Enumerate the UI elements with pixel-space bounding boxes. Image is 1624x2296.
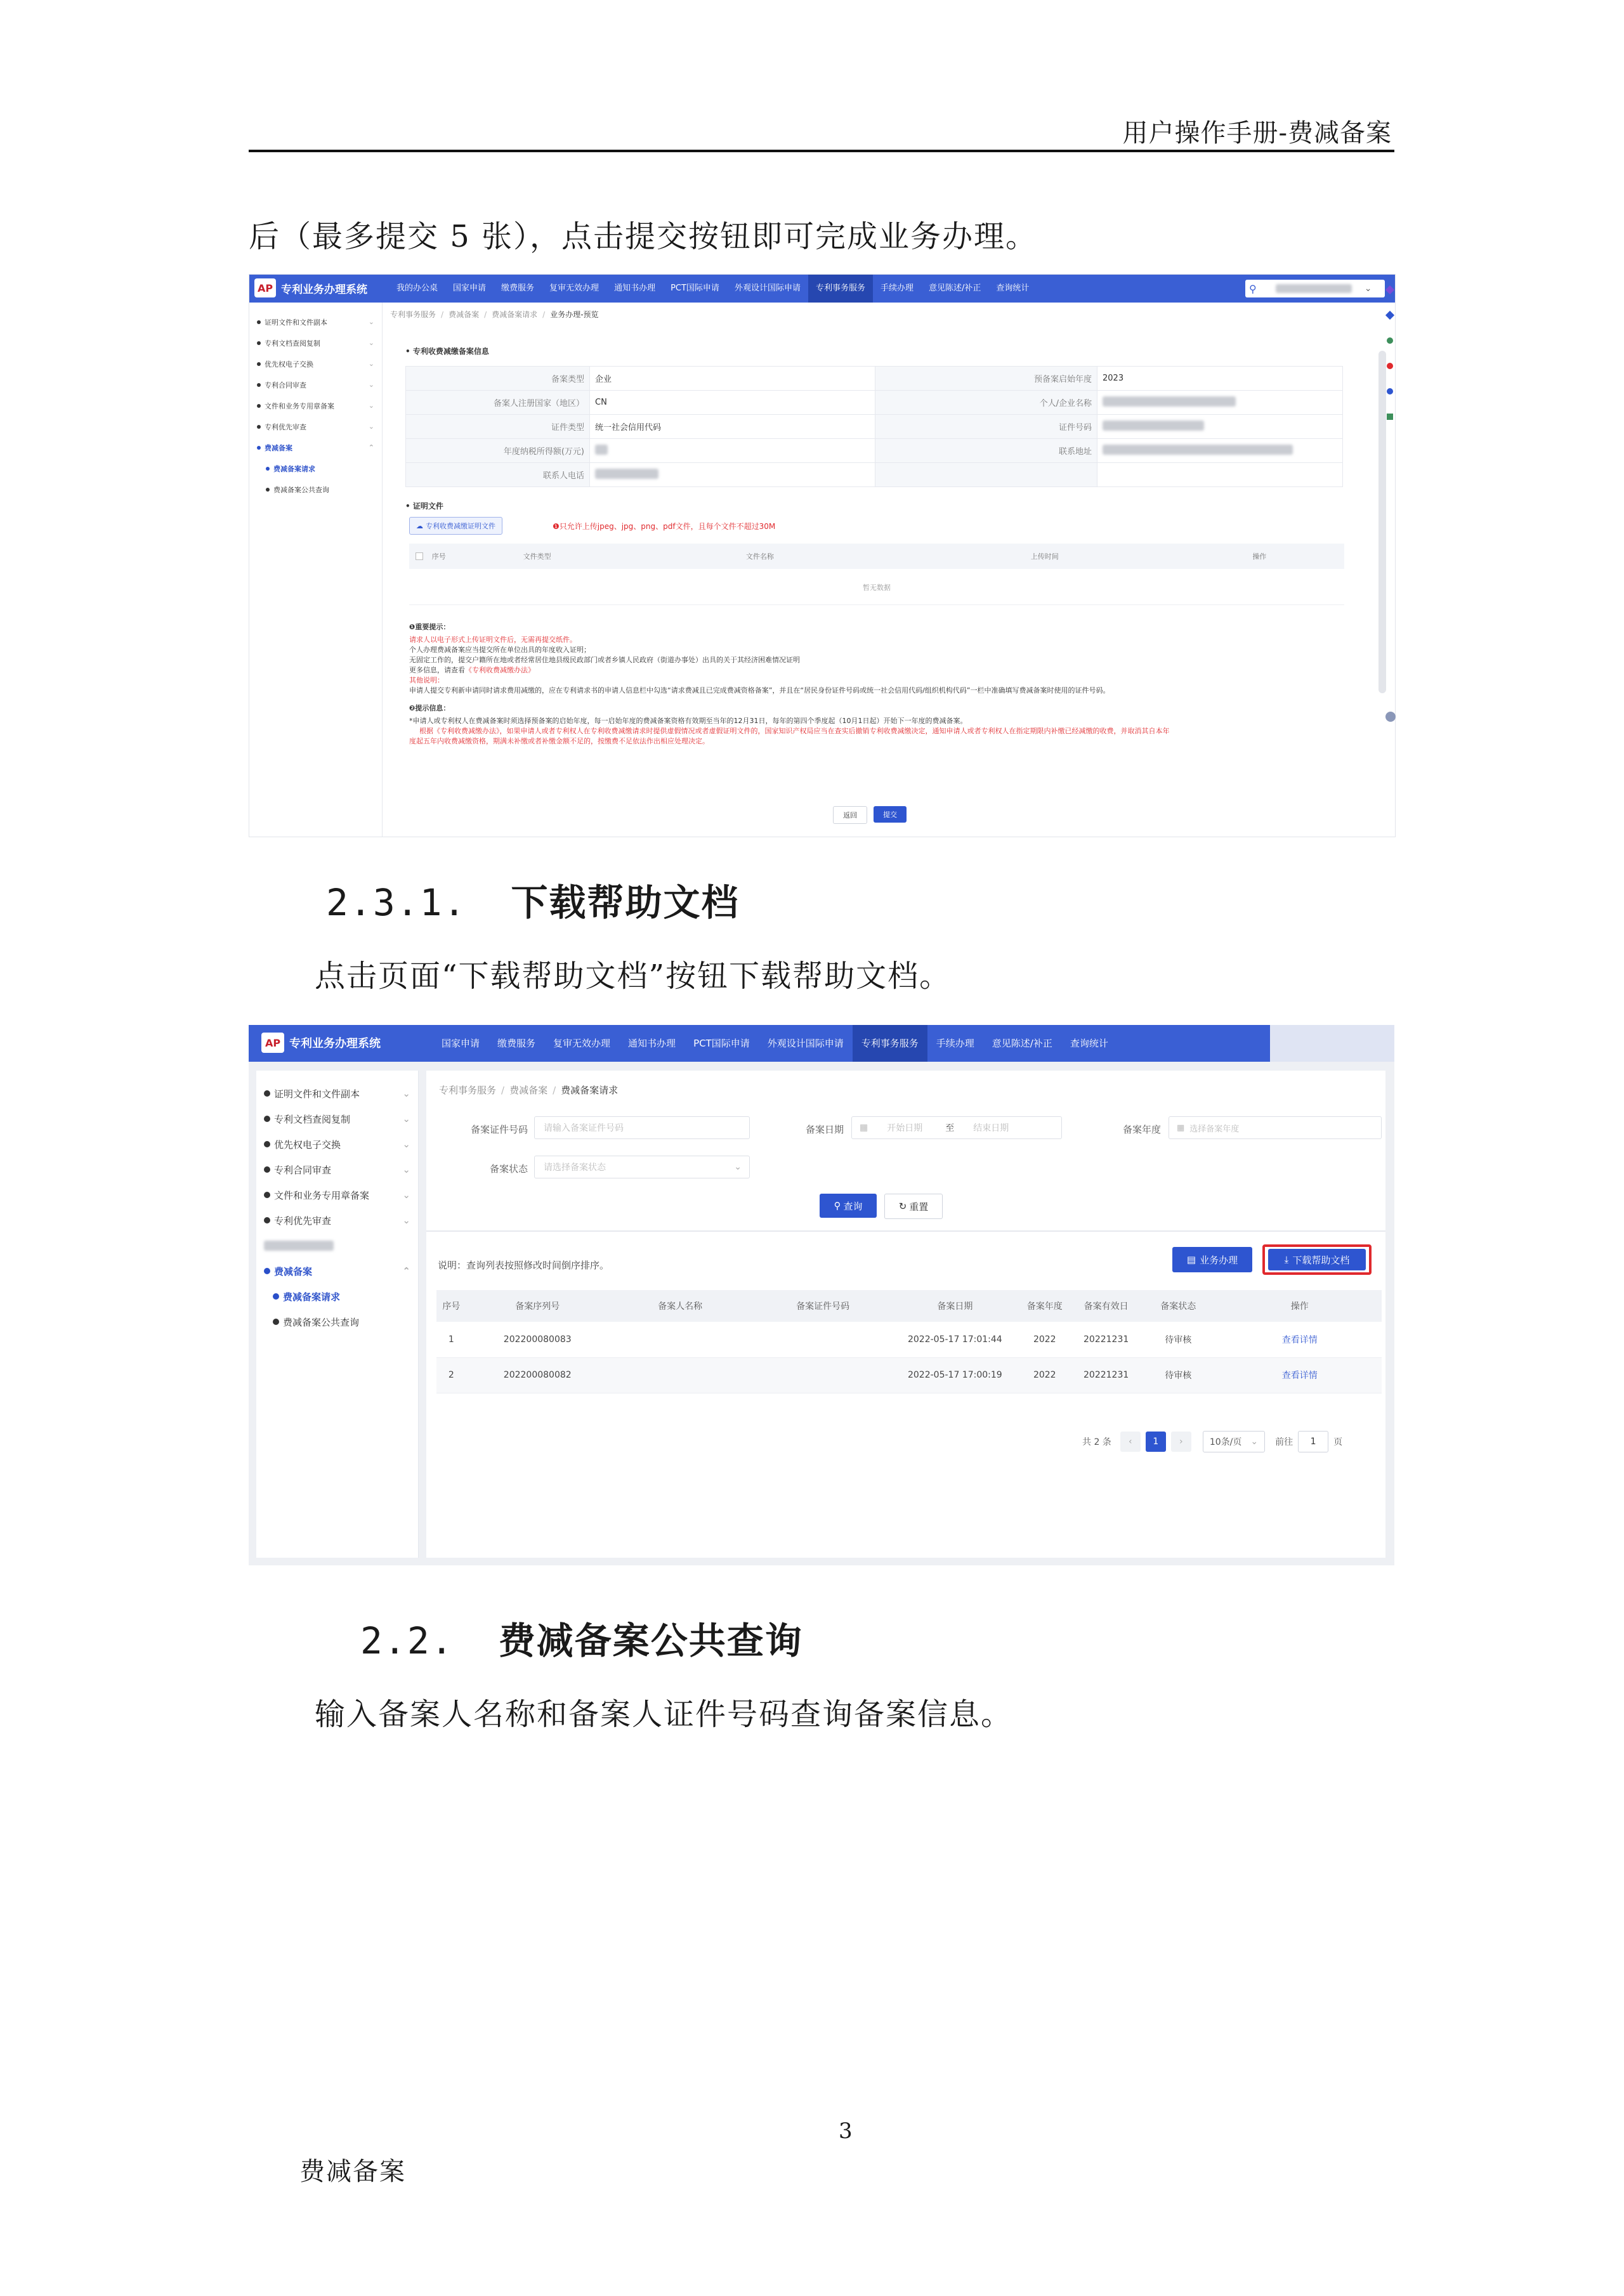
sidebar-item[interactable] <box>249 332 382 353</box>
total-count: 共 2 条 <box>1082 1437 1111 1447</box>
bullet-icon <box>264 1090 270 1097</box>
breadcrumb-separator: / <box>484 310 487 319</box>
extension-icon[interactable] <box>1387 414 1393 420</box>
breadcrumb-separator: / <box>441 310 444 319</box>
nav-item[interactable]: 缴费服务 <box>501 284 535 293</box>
avatar[interactable] <box>1385 712 1396 722</box>
nav-item[interactable]: 专利事务服务 <box>853 1025 927 1062</box>
sidebar-item[interactable] <box>249 416 382 437</box>
chevron-down-icon: ⌄ <box>402 1215 410 1226</box>
bullet-icon <box>266 467 270 471</box>
business-button[interactable]: ▤ 业务办理 <box>1172 1247 1252 1272</box>
nav-item[interactable]: 复审无效办理 <box>553 1038 611 1049</box>
sidebar-label: 专利合同审查 <box>274 1164 332 1176</box>
bullet-icon <box>257 341 261 345</box>
sidebar-label: 费减备案请求 <box>273 464 315 473</box>
extension-icon[interactable] <box>1385 311 1394 320</box>
sidebar-item[interactable] <box>256 1182 418 1208</box>
important-title: ❶重要提示： <box>409 623 450 631</box>
tip-line-3: 度起五年内收费减缴资格，期满未补缴或者补缴金额不足的，按缴费不足依法作出相应处理决定。 <box>409 737 709 745</box>
label-idno: 证件号码 <box>875 415 1097 439</box>
sidebar-label: 专利优先审查 <box>274 1215 332 1227</box>
calendar-icon: ▦ <box>1177 1123 1185 1133</box>
sidebar-label: 专利合同审查 <box>265 381 306 389</box>
tip-line-1: *申请人或专利权人在费减备案时须选择预备案的启始年度，每一启始年度的费减备案资格有效期至当年的12月31日，每年的第四个季度起（10月1日起）开始下一年度的费减备案。 <box>409 717 967 725</box>
cell-serial: 202200080082 <box>466 1357 609 1393</box>
breadcrumb-item[interactable]: 费减备案请求 <box>492 310 538 319</box>
chevron-up-icon: ⌃ <box>368 443 374 452</box>
value-phone-redacted <box>590 463 875 487</box>
header-rule <box>249 150 1394 152</box>
cell-cert-redacted <box>752 1322 894 1357</box>
bullet-icon <box>257 320 261 324</box>
reset-button[interactable]: ↻ 重置 <box>884 1194 943 1219</box>
file-table-header <box>409 544 1344 569</box>
footer-label: 费减备案 <box>299 2157 406 2186</box>
sidebar-label: 费减备案 <box>274 1265 313 1277</box>
bullet-icon <box>257 404 261 408</box>
cell-status: 待审核 <box>1139 1322 1218 1357</box>
label-phone: 联系人电话 <box>406 463 590 487</box>
page-number: 3 <box>839 2118 853 2144</box>
bullet-icon <box>257 425 261 429</box>
upload-button[interactable]: ☁ 专利收费减缴证明文件 <box>409 517 502 535</box>
label-addr: 联系地址 <box>875 439 1097 463</box>
highlight-box <box>1262 1244 1372 1275</box>
sidebar-label: 专利文档查阅复制 <box>274 1113 351 1125</box>
prev-page-icon[interactable]: ‹ <box>1120 1432 1141 1452</box>
sidebar-subitem[interactable] <box>249 458 382 479</box>
cell-valid: 20221231 <box>1073 1357 1138 1393</box>
label-name: 个人/企业名称 <box>875 391 1097 415</box>
page-unit: 页 <box>1333 1437 1343 1447</box>
top-nav-bar <box>249 1025 1394 1062</box>
sidebar-item[interactable] <box>249 437 382 458</box>
sidebar <box>256 1071 419 1558</box>
bullet-icon <box>264 1268 270 1274</box>
bullet-icon <box>264 1217 270 1223</box>
column-header: 备案证件号码 <box>752 1290 894 1322</box>
nav-item[interactable]: 意见陈述/补正 <box>928 284 981 293</box>
bullet-icon <box>273 1293 279 1300</box>
value-idno-redacted <box>1097 415 1343 439</box>
sidebar-item[interactable] <box>256 1157 418 1182</box>
sidebar-subitem[interactable] <box>256 1309 418 1334</box>
column-header: 备案状态 <box>1139 1290 1218 1322</box>
breadcrumb <box>390 309 599 320</box>
column-header: 序号 <box>436 1290 466 1322</box>
search-icon[interactable]: ⚲ <box>1249 282 1257 295</box>
chevron-down-icon: ⌄ <box>368 401 374 410</box>
cell-cert-redacted <box>752 1357 894 1393</box>
download-icon: ⤓ <box>1284 1254 1289 1265</box>
label-year: 预备案启始年度 <box>875 367 1097 391</box>
table-row <box>436 1322 1382 1357</box>
sidebar-label: 费减备案请求 <box>283 1291 341 1303</box>
important-line-6: 申请人提交专利新申请同时请求费用减缴的，应在专利请求书的申请人信息栏中勾选“请求费减且已完成费减资格备案”，并且在“居民身份证件号码或统一社会信用代码/组织机构代码”一栏中准确填写费减备案时使用的证件号码。 <box>409 686 1110 695</box>
value-type: 企业 <box>590 367 875 391</box>
breadcrumb-separator: / <box>553 1085 556 1096</box>
nav-item[interactable]: 外观设计国际申请 <box>734 284 801 293</box>
select-all-checkbox[interactable] <box>416 552 423 560</box>
chevron-down-icon: ⌄ <box>402 1088 410 1099</box>
date-label: 备案日期 <box>805 1124 844 1135</box>
sidebar-item[interactable] <box>249 374 382 395</box>
bullet-icon <box>273 1319 279 1325</box>
value-tax-redacted <box>590 439 875 463</box>
breadcrumb <box>439 1083 618 1097</box>
sidebar-item[interactable] <box>256 1081 418 1106</box>
sidebar-label: 专利文档查阅复制 <box>265 339 320 348</box>
main-panel <box>426 1071 1385 1558</box>
bullet-icon <box>264 1166 270 1173</box>
chevron-down-icon: ⌄ <box>402 1164 410 1175</box>
nav-item[interactable]: 手续办理 <box>936 1038 974 1049</box>
chevron-down-icon: ⌄ <box>368 360 374 368</box>
sidebar-item[interactable] <box>249 395 382 416</box>
bullet-icon <box>264 1192 270 1198</box>
section-231-text: 点击页面“下载帮助文档”按钮下载帮助文档。 <box>315 958 952 994</box>
nav-item[interactable]: 专利事务服务 <box>808 275 873 303</box>
nav-item[interactable]: 通知书办理 <box>628 1038 676 1049</box>
download-help-button[interactable]: ⤓ 下载帮助文档 <box>1268 1249 1366 1270</box>
cell-index: 1 <box>436 1322 466 1357</box>
chevron-down-icon: ⌄ <box>368 422 374 431</box>
bullet-icon <box>257 383 261 387</box>
value-idtype: 统一社会信用代码 <box>590 415 875 439</box>
status-label: 备案状态 <box>489 1163 528 1175</box>
search-icon: ⚲ <box>834 1200 841 1211</box>
main-nav <box>389 275 1037 303</box>
sidebar-label: 费减备案公共查询 <box>283 1316 360 1328</box>
nav-item[interactable]: 复审无效办理 <box>549 284 599 293</box>
sidebar-label: 文件和业务专用章备案 <box>265 401 334 410</box>
chevron-down-icon: ⌄ <box>368 318 374 326</box>
column-header: 备案序列号 <box>466 1290 609 1322</box>
cell-date: 2022-05-17 17:01:44 <box>894 1322 1016 1357</box>
label-tax: 年度纳税所得额(万元) <box>406 439 590 463</box>
info-form <box>405 366 1343 487</box>
app-logo-icon: AP <box>261 1033 284 1053</box>
cert-input[interactable]: 请输入备案证件号码 <box>534 1116 750 1139</box>
upload-icon: ☁ <box>416 521 423 530</box>
status-select[interactable]: 请选择备案状态 ⌄ <box>534 1156 750 1178</box>
nav-item[interactable]: 手续办理 <box>880 284 914 293</box>
breadcrumb-item[interactable]: 专利事务服务 <box>390 310 436 319</box>
query-button[interactable]: ⚲ 查询 <box>820 1194 877 1218</box>
label-type: 备案类型 <box>406 367 590 391</box>
chevron-down-icon: ⌄ <box>734 1162 742 1172</box>
year-select[interactable]: ▦ 选择备案年度 <box>1169 1116 1382 1139</box>
app-name: 专利业务办理系统 <box>289 1037 381 1050</box>
column-header: 备案日期 <box>894 1290 1016 1322</box>
column-header: 备案人名称 <box>609 1290 752 1322</box>
redacted-text <box>264 1241 334 1251</box>
extension-icon[interactable] <box>1385 285 1394 294</box>
cell-valid: 20221231 <box>1073 1322 1138 1357</box>
label-country: 备案人注册国家（地区） <box>406 391 590 415</box>
upload-note: ❶只允许上传jpeg、jpg、png、pdf文件，且每个文件不超过30M <box>553 522 776 531</box>
tip-title: ❷提示信息： <box>409 704 450 712</box>
value-year: 2023 <box>1097 367 1343 391</box>
important-notes <box>409 622 1348 747</box>
chevron-down-icon: ⌄ <box>402 1189 410 1201</box>
sidebar <box>249 303 383 837</box>
top-nav-bar <box>249 275 1395 303</box>
nav-item[interactable]: PCT国际申请 <box>671 284 719 293</box>
cell-status: 待审核 <box>1139 1357 1218 1393</box>
document-icon: ▤ <box>1186 1254 1196 1265</box>
cell-name-redacted <box>609 1322 752 1357</box>
breadcrumb-item[interactable]: 专利事务服务 <box>439 1085 497 1096</box>
breadcrumb-item[interactable]: 费减备案请求 <box>561 1085 619 1096</box>
nav-item[interactable]: PCT国际申请 <box>693 1038 750 1049</box>
page-1-button[interactable]: 1 <box>1146 1432 1166 1452</box>
nav-item[interactable]: 查询统计 <box>1070 1038 1108 1049</box>
main-nav <box>433 1025 1117 1062</box>
nav-item[interactable]: 外观设计国际申请 <box>767 1038 844 1049</box>
extension-icon[interactable] <box>1387 337 1393 344</box>
list-note: 说明：查询列表按照修改时间倒序排序。 <box>438 1260 610 1271</box>
breadcrumb-separator: / <box>501 1085 505 1096</box>
file-column-header: 文件名称 <box>745 552 774 561</box>
sidebar-item[interactable] <box>249 353 382 374</box>
app-logo[interactable] <box>254 278 367 297</box>
goto-input[interactable]: 1 <box>1298 1431 1328 1452</box>
file-column-header: 文件类型 <box>523 552 551 561</box>
page-size-select[interactable]: 10条/页 ⌄ <box>1203 1431 1265 1452</box>
table-header <box>436 1290 1382 1322</box>
bullet-icon <box>264 1141 270 1147</box>
breadcrumb-item[interactable]: 费减备案 <box>509 1085 548 1096</box>
calendar-icon: ▦ <box>860 1123 868 1133</box>
empty-state: 暂无数据 <box>409 570 1344 605</box>
cell-year: 2022 <box>1016 1357 1073 1393</box>
column-header: 操作 <box>1218 1290 1382 1322</box>
section-231-heading: 2.3.1. 下载帮助文档 <box>326 881 740 924</box>
important-line-1: 请求人以电子形式上传证明文件后，无需再提交纸件。 <box>409 636 577 644</box>
sidebar-label: 优先权电子交换 <box>265 360 313 369</box>
divider <box>426 1230 1385 1232</box>
bullet-icon <box>257 446 261 450</box>
value-name-redacted <box>1097 391 1343 415</box>
chevron-down-icon: ⌄ <box>368 339 374 347</box>
chevron-down-icon[interactable]: ⌄ <box>1364 284 1372 294</box>
breadcrumb-separator: / <box>542 310 546 319</box>
cell-index: 2 <box>436 1357 466 1393</box>
section-title: • 专利收费减缴备案信息 <box>405 347 489 356</box>
sidebar-item[interactable] <box>256 1106 418 1132</box>
next-page-icon[interactable]: › <box>1171 1432 1191 1452</box>
breadcrumb-item[interactable]: 费减备案 <box>449 310 480 319</box>
submit-button[interactable]: 提交 <box>874 806 907 823</box>
tip-line-2: 根据《专利收费减缴办法》，如果申请人或者专利权人在专利收费减缴请求时提供虚假情况或者虚假证明文件的，国家知识产权局应当在查实后撤销专利收费减缴决定，通知申请人或者专利权人在指定期限内补缴已经减缴的收费，并取消其自本年 <box>419 727 1170 735</box>
table-row <box>436 1357 1382 1393</box>
sidebar-label: 证明文件和文件副本 <box>274 1088 360 1100</box>
app-name: 专利业务办理系统 <box>281 283 367 296</box>
nav-item[interactable]: 通知书办理 <box>614 284 656 293</box>
sidebar-item[interactable] <box>249 311 382 332</box>
column-header: 备案年度 <box>1016 1290 1073 1322</box>
label-idtype: 证件类型 <box>406 415 590 439</box>
cell-date: 2022-05-17 17:00:19 <box>894 1357 1016 1393</box>
browser-side-strip <box>1385 282 1396 827</box>
sidebar-subitem[interactable] <box>249 479 382 500</box>
cell-year: 2022 <box>1016 1322 1073 1357</box>
nav-item[interactable]: 国家申请 <box>442 1038 480 1049</box>
chevron-down-icon: ⌄ <box>1250 1437 1259 1447</box>
screenshot-preview-page <box>249 274 1396 837</box>
sidebar-item[interactable] <box>256 1208 418 1233</box>
important-line-3: 无固定工作的，提交户籍所在地或者经常居住地县级民政部门或者乡镇人民政府（街道办事处）出具的关于其经济困难情况证明 <box>409 656 800 664</box>
intro-paragraph: 后（最多提交 5 张），点击提交按钮即可完成业务办理。 <box>249 219 1038 254</box>
cert-label: 备案证件号码 <box>470 1124 528 1135</box>
sidebar-label: 证明文件和文件副本 <box>265 318 327 327</box>
screenshot-query-page <box>249 1025 1394 1565</box>
nav-item[interactable]: 我的办公桌 <box>396 284 438 293</box>
user-menu[interactable] <box>1245 280 1385 297</box>
bullet-icon <box>257 362 261 366</box>
sidebar-label: 费减备案公共查询 <box>273 485 329 494</box>
sidebar-label: 优先权电子交换 <box>274 1138 341 1151</box>
extension-icon[interactable] <box>1387 363 1393 369</box>
bullet-icon <box>264 1116 270 1122</box>
sidebar-item[interactable] <box>256 1132 418 1157</box>
year-label: 备案年度 <box>1122 1124 1161 1135</box>
column-header: 备案有效日 <box>1073 1290 1138 1322</box>
nav-item[interactable]: 缴费服务 <box>497 1038 536 1049</box>
running-header: 用户操作手册-费减备案 <box>1122 119 1392 148</box>
sidebar-label: 专利优先审查 <box>265 422 306 431</box>
file-column-header: 序号 <box>431 552 446 561</box>
value-country: CN <box>590 391 875 415</box>
app-logo-icon: AP <box>254 278 276 297</box>
value-addr-redacted <box>1097 439 1343 463</box>
cell-serial: 202200080083 <box>466 1322 609 1357</box>
important-line-5: 其他说明： <box>409 676 444 684</box>
extension-icon[interactable] <box>1387 388 1393 395</box>
file-column-header: 操作 <box>1252 552 1267 561</box>
view-detail-link[interactable]: 查看详情 <box>1218 1322 1382 1357</box>
section-22-text: 输入备案人名称和备案人证件号码查询备案信息。 <box>315 1697 1013 1732</box>
app-logo[interactable] <box>261 1033 381 1053</box>
chevron-up-icon: ⌃ <box>402 1265 410 1277</box>
file-column-header: 上传时间 <box>1030 552 1059 561</box>
chevron-down-icon: ⌄ <box>368 381 374 389</box>
user-area-redacted[interactable] <box>1270 1025 1394 1062</box>
bullet-icon <box>266 488 270 492</box>
cell-name-redacted <box>609 1357 752 1393</box>
results-table <box>436 1290 1382 1393</box>
pagination <box>1082 1431 1342 1452</box>
important-line-2: 个人办理费减备案应当提交所在单位出具的年度收入证明； <box>409 646 591 654</box>
nav-item[interactable]: 查询统计 <box>996 284 1030 293</box>
cert-title: • 证明文件 <box>405 502 443 511</box>
date-range-input[interactable]: ▦ 开始日期 至 结束日期 <box>851 1116 1062 1139</box>
view-detail-link[interactable]: 查看详情 <box>1218 1357 1382 1393</box>
sidebar-label: 费减备案 <box>265 443 292 452</box>
section-22-heading: 2.2. 费减备案公共查询 <box>360 1619 803 1662</box>
nav-item[interactable]: 意见陈述/补正 <box>992 1038 1052 1049</box>
sidebar-subitem[interactable] <box>256 1284 418 1309</box>
user-name-redacted <box>1276 284 1352 293</box>
sidebar-item[interactable] <box>256 1258 418 1284</box>
back-button[interactable]: 返回 <box>833 806 867 824</box>
refresh-icon: ↻ <box>898 1201 907 1212</box>
breadcrumb-item[interactable]: 业务办理-预览 <box>550 310 599 319</box>
important-line-4: 更多信息，请查看《专利收费减缴办法》 <box>409 666 535 674</box>
goto-label: 前往 <box>1275 1437 1293 1447</box>
nav-item[interactable]: 国家申请 <box>453 284 487 293</box>
redacted-item <box>256 1233 418 1258</box>
sidebar-label: 文件和业务专用章备案 <box>274 1189 370 1201</box>
chevron-down-icon: ⌄ <box>402 1113 410 1125</box>
chevron-down-icon: ⌄ <box>402 1138 410 1150</box>
